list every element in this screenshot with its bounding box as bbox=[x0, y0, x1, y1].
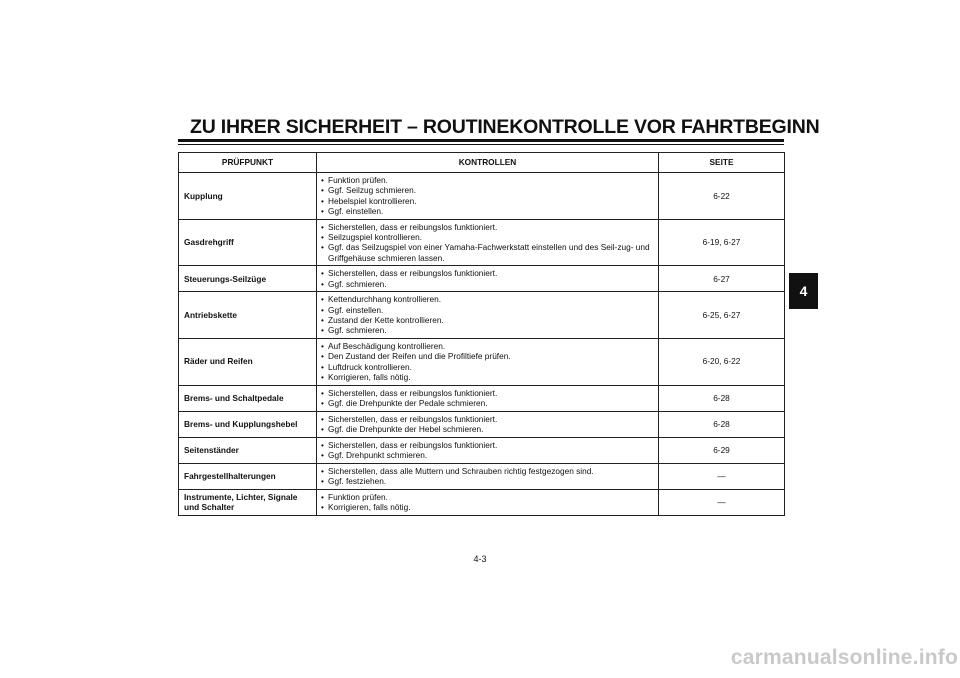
table-row bbox=[179, 338, 785, 385]
check-list bbox=[321, 414, 654, 435]
table-row bbox=[179, 219, 785, 266]
check-item: Kupplung bbox=[179, 173, 317, 220]
reference-page: 6-22 bbox=[659, 173, 785, 220]
check-step: • Ggf. schmieren. bbox=[321, 325, 654, 335]
check-step: • Ggf. das Seilzugspiel von einer Yamaha-Fachwerkstatt einstellen und des Seil-zug- und Griffgehäuse schmieren lassen. bbox=[321, 242, 654, 263]
title-rule-thin bbox=[178, 144, 784, 145]
check-step: • Ggf. einstellen. bbox=[321, 206, 654, 216]
table-body bbox=[179, 173, 785, 516]
check-step: • Den Zustand der Reifen und die Profiltiefe prüfen. bbox=[321, 351, 654, 361]
check-item: Brems- und Kupplungshebel bbox=[179, 411, 317, 437]
reference-page: 6-29 bbox=[659, 437, 785, 463]
check-procedures bbox=[317, 173, 659, 220]
check-item: Gasdrehgriff bbox=[179, 219, 317, 266]
check-item: Räder und Reifen bbox=[179, 338, 317, 385]
reference-page: 6-28 bbox=[659, 411, 785, 437]
reference-page: — bbox=[659, 489, 785, 515]
check-procedures bbox=[317, 437, 659, 463]
check-item: Antriebskette bbox=[179, 292, 317, 339]
reference-page: 6-28 bbox=[659, 385, 785, 411]
check-step: • Sicherstellen, dass er reibungslos funktioniert. bbox=[321, 268, 654, 278]
check-step: • Luftdruck kontrollieren. bbox=[321, 362, 654, 372]
check-list bbox=[321, 341, 654, 383]
check-step: • Korrigieren, falls nötig. bbox=[321, 502, 654, 512]
check-step: • Sicherstellen, dass alle Muttern und Schrauben richtig festgezogen sind. bbox=[321, 466, 654, 476]
table-row bbox=[179, 292, 785, 339]
check-list bbox=[321, 294, 654, 336]
check-step: • Ggf. die Drehpunkte der Hebel schmieren. bbox=[321, 424, 654, 434]
table-row bbox=[179, 437, 785, 463]
check-procedures bbox=[317, 489, 659, 515]
reference-page: 6-19, 6-27 bbox=[659, 219, 785, 266]
page-title: ZU IHRER SICHERHEIT – ROUTINEKONTROLLE VOR FAHRTBEGINN bbox=[190, 116, 820, 138]
check-procedures bbox=[317, 292, 659, 339]
check-step: • Sicherstellen, dass er reibungslos funktioniert. bbox=[321, 414, 654, 424]
check-step: • Sicherstellen, dass er reibungslos funktioniert. bbox=[321, 440, 654, 450]
table-row bbox=[179, 385, 785, 411]
check-procedures bbox=[317, 266, 659, 292]
check-item: Seitenständer bbox=[179, 437, 317, 463]
table-row bbox=[179, 463, 785, 489]
reference-page: — bbox=[659, 463, 785, 489]
table-row bbox=[179, 173, 785, 220]
check-step: • Ggf. Seilzug schmieren. bbox=[321, 185, 654, 195]
check-list bbox=[321, 222, 654, 264]
reference-page: 6-25, 6-27 bbox=[659, 292, 785, 339]
page-number: 4-3 bbox=[473, 554, 487, 564]
chapter-tab: 4 bbox=[789, 273, 818, 309]
check-procedures bbox=[317, 338, 659, 385]
check-list bbox=[321, 268, 654, 289]
check-list bbox=[321, 175, 654, 217]
check-step: • Sicherstellen, dass er reibungslos funktioniert. bbox=[321, 388, 654, 398]
check-step: • Sicherstellen, dass er reibungslos funktioniert. bbox=[321, 222, 654, 232]
column-header-checks: KONTROLLEN bbox=[317, 153, 659, 173]
check-step: • Ggf. die Drehpunkte der Pedale schmieren. bbox=[321, 398, 654, 408]
table-row bbox=[179, 411, 785, 437]
watermark: carmanualsonline.info bbox=[730, 646, 958, 669]
check-step: • Funktion prüfen. bbox=[321, 175, 654, 185]
check-step: • Zustand der Kette kontrollieren. bbox=[321, 315, 654, 325]
check-item: Steuerungs-Seilzüge bbox=[179, 266, 317, 292]
check-step: • Ggf. festziehen. bbox=[321, 476, 654, 486]
check-item: Fahrgestellhalterungen bbox=[179, 463, 317, 489]
table-row bbox=[179, 489, 785, 515]
check-step: • Seilzugspiel kontrollieren. bbox=[321, 232, 654, 242]
check-procedures bbox=[317, 385, 659, 411]
check-list bbox=[321, 466, 654, 487]
check-item: Instrumente, Lichter, Signale und Schalter bbox=[179, 489, 317, 515]
check-list bbox=[321, 388, 654, 409]
column-header-page: SEITE bbox=[659, 153, 785, 173]
check-step: • Hebelspiel kontrollieren. bbox=[321, 196, 654, 206]
check-list bbox=[321, 440, 654, 461]
table-row bbox=[179, 266, 785, 292]
checklist-table bbox=[178, 152, 785, 516]
check-step: • Ggf. einstellen. bbox=[321, 305, 654, 315]
check-step: • Ggf. Drehpunkt schmieren. bbox=[321, 450, 654, 460]
check-list bbox=[321, 492, 654, 513]
check-step: • Kettendurchhang kontrollieren. bbox=[321, 294, 654, 304]
check-procedures bbox=[317, 219, 659, 266]
column-header-item: PRÜFPUNKT bbox=[179, 153, 317, 173]
check-step: • Funktion prüfen. bbox=[321, 492, 654, 502]
check-step: • Korrigieren, falls nötig. bbox=[321, 372, 654, 382]
check-procedures bbox=[317, 411, 659, 437]
title-rule bbox=[178, 139, 784, 142]
check-procedures bbox=[317, 463, 659, 489]
check-step: • Auf Beschädigung kontrollieren. bbox=[321, 341, 654, 351]
reference-page: 6-27 bbox=[659, 266, 785, 292]
check-item: Brems- und Schaltpedale bbox=[179, 385, 317, 411]
table-header-row bbox=[179, 153, 785, 173]
reference-page: 6-20, 6-22 bbox=[659, 338, 785, 385]
check-step: • Ggf. schmieren. bbox=[321, 279, 654, 289]
